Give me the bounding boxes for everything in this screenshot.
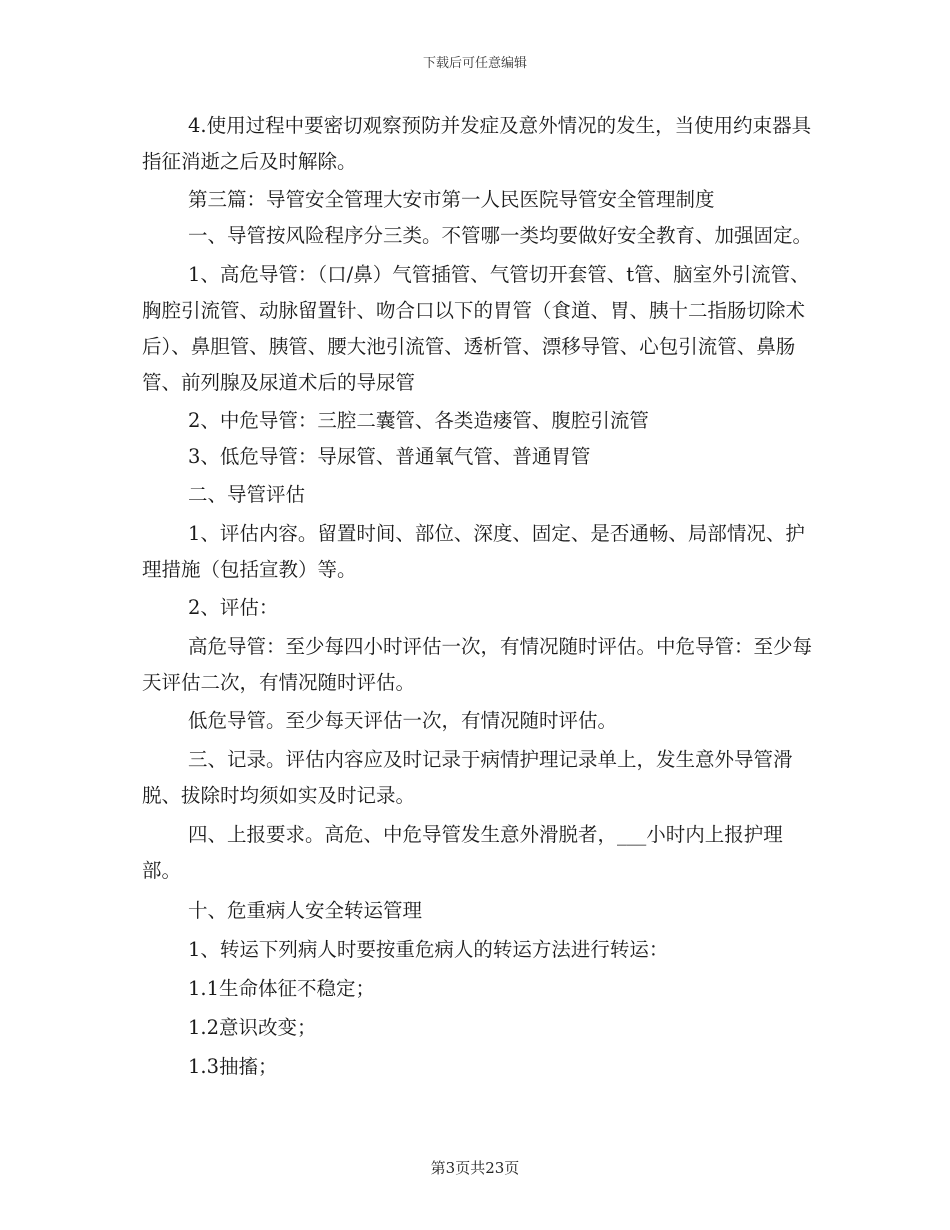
paragraph: 1、转运下列病人时要按重危病人的转运方法进行转运： — [188, 938, 669, 961]
paragraph: 3、低危导管：导尿管、普通氧气管、普通胃管 — [188, 445, 591, 468]
paragraph: 2、中危导管：三腔二囊管、各类造瘘管、腹腔引流管 — [188, 409, 649, 432]
page-footer: 第3页共23页 — [430, 1159, 520, 1177]
paragraph: 第三篇：导管安全管理大安市第一人民医院导管安全管理制度 — [188, 188, 715, 211]
document-body — [142, 108, 814, 1085]
paragraph: 二、导管评估 — [188, 483, 306, 506]
paragraph: 1.3抽搐； — [188, 1055, 278, 1078]
paragraph: 低危导管。至少每天评估一次，有情况随时评估。 — [188, 709, 618, 732]
page-header: 下载后可任意编辑 — [422, 56, 527, 71]
paragraph: 高危导管：至少每四小时评估一次，有情况随时评估。中危导管：至少每天评估二次，有情况随时评估。 — [142, 635, 813, 694]
paragraph: 1.2意识改变； — [188, 1016, 317, 1039]
paragraph: 三、记录。评估内容应及时记录于病情护理记录单上，发生意外导管滑脱、拔除时均须如实及时记录。 — [142, 748, 793, 807]
paragraph: 4.使用过程中要密切观察预防并发症及意外情况的发生，当使用约束器具指征消逝之后及时解除。 — [142, 114, 812, 173]
paragraph: 1、高危导管：（口/鼻）气管插管、气管切开套管、t管、脑室外引流管、胸腔引流管、动脉留置针、吻合口以下的胃管（食道、胃、胰十二指肠切除术后）、鼻胆管、胰管、腰大池引流管、透析管、漂移导管、心包引流管、鼻肠管、前列腺及尿道术后的导尿管 — [142, 263, 810, 394]
paragraph: 十、危重病人安全转运管理 — [188, 899, 423, 922]
paragraph: 2、评估： — [188, 596, 279, 619]
paragraph: 1、评估内容。留置时间、部位、深度、固定、是否通畅、局部情况、护理措施（包括宣教）等。 — [142, 522, 805, 581]
paragraph: 1.1生命体征不稳定； — [188, 977, 376, 1000]
paragraph: 四、上报要求。高危、中危导管发生意外滑脱者，___小时内上报护理部。 — [142, 823, 783, 882]
paragraph: 一、导管按风险程序分三类。不管哪一类均要做好安全教育、加强固定。 — [188, 224, 813, 247]
